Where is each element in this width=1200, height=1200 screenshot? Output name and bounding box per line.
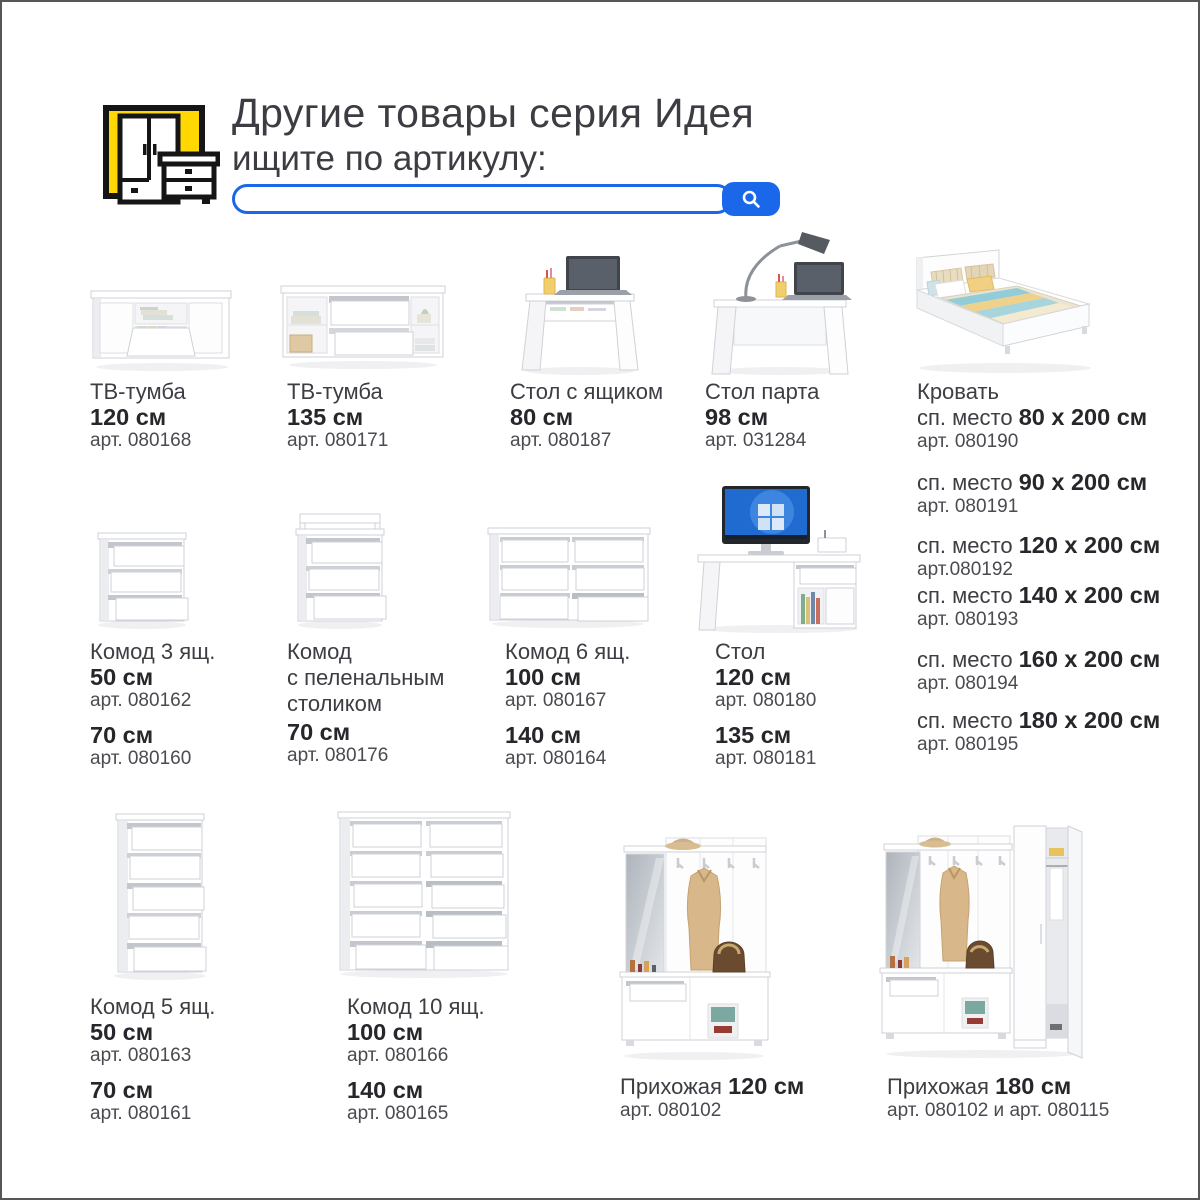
bed-size-entry [917, 533, 1160, 581]
product-size: 70 см [287, 719, 351, 745]
product-name: Комод 10 ящ. [347, 994, 485, 1019]
product-image-krovat [905, 242, 1103, 378]
product-card-stol-parta [705, 379, 819, 452]
product-image-komod-5 [104, 808, 218, 984]
product-article: арт. 080167 [505, 690, 607, 711]
product-name: Кровать [917, 379, 1000, 404]
product-image-komod-3 [90, 528, 198, 632]
product-image-tv-tumba-120 [86, 282, 236, 374]
page-subtitle: ищите по артикулу: [232, 139, 547, 178]
bed-place-label: сп. место [917, 470, 1013, 495]
product-size: 80 см [510, 404, 574, 430]
product-name: Стол парта [705, 379, 820, 404]
product-image-prihozhaya-180 [878, 814, 1086, 1062]
product-article: арт. 080102 и арт. 080115 [887, 1100, 1110, 1121]
bed-place-label: сп. место [917, 533, 1013, 558]
product-name: Прихожая [887, 1074, 989, 1099]
product-size: 50 см [90, 664, 154, 690]
product-name-line: столиком [287, 691, 382, 716]
product-article: арт. 080176 [287, 745, 389, 766]
product-article: арт. 080187 [510, 430, 612, 451]
product-size: 140 см [505, 722, 582, 748]
product-size: 100 см [505, 664, 582, 690]
product-article: арт.080192 [917, 559, 1013, 580]
product-article: арт. 080164 [505, 748, 607, 769]
bed-size: 160 x 200 см [1018, 646, 1161, 672]
bed-size: 90 x 200 см [1018, 469, 1148, 495]
product-size: 98 см [705, 404, 769, 430]
product-image-komod-6 [482, 520, 656, 632]
search-button[interactable] [722, 182, 780, 216]
bed-place-label: сп. место [917, 647, 1013, 672]
product-article: арт. 080171 [287, 430, 389, 451]
product-image-komod-pelenalny [288, 512, 394, 632]
product-article: арт. 080194 [917, 673, 1019, 694]
product-image-stol-parta [706, 224, 856, 378]
product-card-stol-s-yashchikom [510, 379, 663, 452]
product-card-komod-5 [90, 994, 215, 1125]
bed-size-entry [917, 470, 1147, 518]
bed-size: 80 x 200 см [1018, 404, 1148, 430]
product-size: 120 см [90, 404, 167, 430]
search-input[interactable] [232, 184, 732, 214]
product-image-prihozhaya-120 [616, 820, 772, 1064]
product-article: арт. 080195 [917, 734, 1019, 755]
product-card-prihozhaya-120 [620, 1074, 804, 1122]
product-name: Комод 6 ящ. [505, 639, 631, 664]
product-name-line: Комод [287, 639, 352, 664]
product-name: Стол с ящиком [510, 379, 664, 404]
product-size: 100 см [347, 1019, 424, 1045]
product-card-komod-pelenalny [287, 639, 444, 767]
product-size: 50 см [90, 1019, 154, 1045]
bed-size-entry [917, 647, 1160, 695]
bed-size: 140 x 200 см [1018, 582, 1161, 608]
product-card-stol [715, 639, 816, 770]
product-article: арт. 080162 [90, 690, 192, 711]
product-name-line: с пеленальным [287, 665, 445, 690]
bed-size: 120 x 200 см [1018, 532, 1161, 558]
product-card-krovat [917, 379, 999, 405]
product-name: Стол [715, 639, 766, 664]
product-size: 70 см [90, 1077, 154, 1103]
product-article: арт. 080163 [90, 1045, 192, 1066]
product-article: арт. 080193 [917, 609, 1019, 630]
product-image-stol-s-yashchikom [516, 238, 644, 378]
product-article: арт. 080191 [917, 496, 1019, 517]
bed-size-entry [917, 708, 1160, 756]
search-icon [740, 188, 762, 210]
product-card-komod-10 [347, 994, 485, 1125]
product-name: ТВ-тумба [287, 379, 383, 404]
product-size: 180 см [995, 1073, 1072, 1099]
product-card-tv-tumba-120 [90, 379, 191, 452]
product-article: арт. 031284 [705, 430, 807, 451]
product-size: 135 см [287, 404, 364, 430]
product-article: арт. 080161 [90, 1103, 192, 1124]
product-name: Комод 5 ящ. [90, 994, 216, 1019]
search-bar [232, 182, 780, 216]
product-name: ТВ-тумба [90, 379, 186, 404]
product-article: арт. 080190 [917, 431, 1019, 452]
product-article: арт. 080102 [620, 1100, 722, 1121]
product-name: Комод 3 ящ. [90, 639, 216, 664]
bed-size: 180 x 200 см [1018, 707, 1161, 733]
product-size: 120 см [715, 664, 792, 690]
bed-place-label: сп. место [917, 583, 1013, 608]
bed-place-label: сп. место [917, 708, 1013, 733]
product-card-komod-6 [505, 639, 630, 770]
bed-size-entry [917, 583, 1160, 631]
product-article: арт. 080181 [715, 748, 817, 769]
product-article: арт. 080168 [90, 430, 192, 451]
page-title: Другие товары серия Идея [232, 90, 755, 136]
product-size: 70 см [90, 722, 154, 748]
bed-place-label: сп. место [917, 405, 1013, 430]
wardrobe-and-nightstand-icon [100, 104, 220, 206]
product-image-komod-10 [330, 806, 518, 982]
product-article: арт. 080166 [347, 1045, 449, 1066]
product-card-komod-3 [90, 639, 215, 770]
bed-size-entry [917, 405, 1147, 453]
product-article: арт. 080165 [347, 1103, 449, 1124]
product-name: Прихожая [620, 1074, 722, 1099]
product-image-stol-120 [692, 480, 868, 636]
product-article: арт. 080180 [715, 690, 817, 711]
product-size: 135 см [715, 722, 792, 748]
product-size: 120 см [728, 1073, 805, 1099]
product-article: арт. 080160 [90, 748, 192, 769]
product-card-tv-tumba-135 [287, 379, 388, 452]
product-size: 140 см [347, 1077, 424, 1103]
product-image-tv-tumba-135 [277, 278, 449, 372]
product-card-prihozhaya-180 [887, 1074, 1109, 1122]
brand-logo [100, 104, 220, 206]
